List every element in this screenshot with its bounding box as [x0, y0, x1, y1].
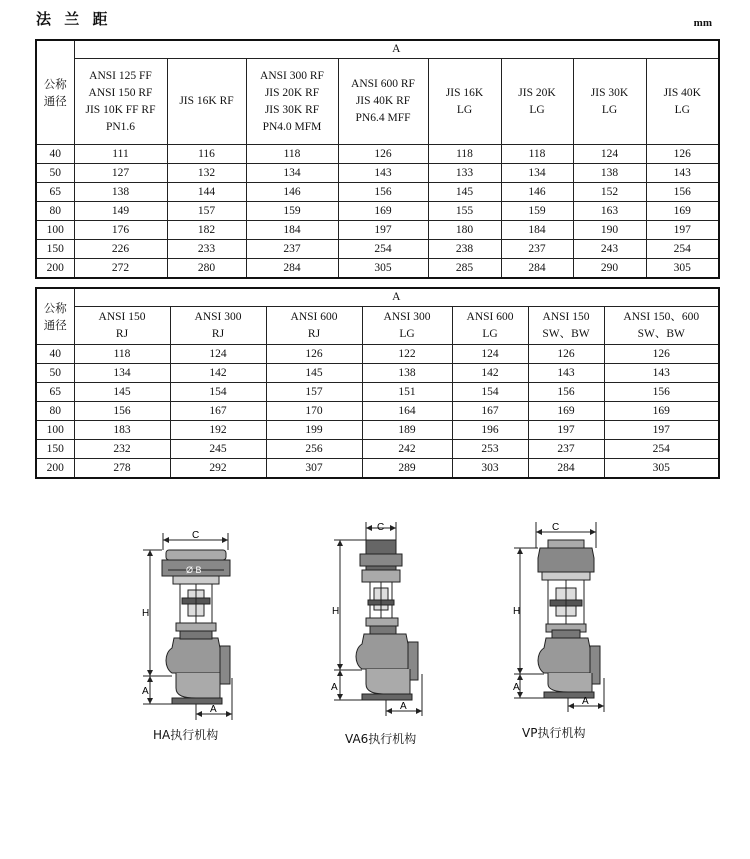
column-header-line: ANSI 600: [466, 310, 514, 323]
column-header-line: LG: [482, 327, 498, 340]
value-cell: 138: [573, 164, 646, 183]
value-cell: 192: [170, 421, 266, 440]
value-cell: 278: [74, 459, 170, 479]
value-cell: 254: [338, 240, 428, 259]
nominal-diameter-cell: 40: [36, 345, 74, 364]
value-cell: 183: [74, 421, 170, 440]
dim-a-vertical-label: A: [513, 682, 520, 693]
value-cell: 197: [604, 421, 719, 440]
nominal-diameter-cell: 200: [36, 459, 74, 479]
value-cell: 133: [428, 164, 501, 183]
value-cell: 237: [501, 240, 573, 259]
dim-c-label: C: [552, 522, 560, 533]
nominal-diameter-header: [36, 40, 74, 145]
value-cell: 154: [170, 383, 266, 402]
value-cell: 156: [646, 183, 719, 202]
dim-a-horizontal-label: A: [400, 701, 407, 712]
value-cell: 124: [573, 145, 646, 164]
value-cell: 237: [528, 440, 604, 459]
flange-distance-table-2: [35, 287, 720, 479]
value-cell: 145: [428, 183, 501, 202]
value-cell: 126: [338, 145, 428, 164]
nominal-diameter-cell: 65: [36, 183, 74, 202]
table-row: [36, 202, 719, 221]
dim-c-label: C: [377, 522, 385, 533]
column-header: [338, 59, 428, 145]
column-header: [167, 59, 246, 145]
value-cell: 127: [74, 164, 167, 183]
value-cell: 184: [246, 221, 338, 240]
nominal-diameter-cell: 150: [36, 440, 74, 459]
dim-a-horizontal-label: A: [582, 696, 589, 707]
value-cell: 305: [604, 459, 719, 479]
nominal-diameter-cell: 80: [36, 402, 74, 421]
value-cell: 118: [428, 145, 501, 164]
column-header: [74, 59, 167, 145]
column-header-line: PN6.4 MFF: [355, 112, 411, 124]
column-header-line: JIS 16K RF: [179, 95, 234, 107]
value-cell: 146: [501, 183, 573, 202]
column-header: [266, 307, 362, 345]
column-header-line: RJ: [307, 327, 321, 340]
column-header-line: JIS 30K: [590, 86, 629, 99]
value-cell: 159: [501, 202, 573, 221]
value-cell: 163: [573, 202, 646, 221]
value-cell: 122: [362, 345, 452, 364]
dim-h-label: H: [332, 606, 340, 617]
table-row: [36, 221, 719, 240]
value-cell: 292: [170, 459, 266, 479]
value-cell: 169: [528, 402, 604, 421]
value-cell: 238: [428, 240, 501, 259]
table-row: [36, 145, 719, 164]
value-cell: 284: [246, 259, 338, 279]
column-header-line: JIS 40K: [663, 86, 701, 99]
nominal-diameter-cell: 200: [36, 259, 74, 279]
column-header-line: ANSI 125 FF: [89, 69, 152, 82]
group-header-a: A: [74, 40, 719, 59]
column-header: [452, 307, 528, 345]
value-cell: 305: [646, 259, 719, 279]
column-header: [501, 59, 573, 145]
table-row: [36, 164, 719, 183]
table-row: [36, 402, 719, 421]
value-cell: 226: [74, 240, 167, 259]
value-cell: 149: [74, 202, 167, 221]
nominal-diameter-cell: 50: [36, 364, 74, 383]
value-cell: 256: [266, 440, 362, 459]
value-cell: 290: [573, 259, 646, 279]
value-cell: 145: [266, 364, 362, 383]
column-header-line: ANSI 300: [194, 310, 242, 323]
value-cell: 124: [170, 345, 266, 364]
nominal-diameter-cell: 100: [36, 421, 74, 440]
value-cell: 196: [452, 421, 528, 440]
value-cell: 164: [362, 402, 452, 421]
column-header-line: SW、BW: [637, 327, 685, 340]
value-cell: 134: [246, 164, 338, 183]
dim-a-horizontal-label: A: [210, 704, 217, 715]
column-header-line: PN4.0 MFM: [262, 120, 322, 133]
dim-h-label: H: [513, 606, 521, 617]
value-cell: 254: [646, 240, 719, 259]
value-cell: 176: [74, 221, 167, 240]
value-cell: 111: [74, 145, 167, 164]
nominal-diameter-cell: 80: [36, 202, 74, 221]
value-cell: 118: [501, 145, 573, 164]
value-cell: 143: [528, 364, 604, 383]
value-cell: 242: [362, 440, 452, 459]
column-header-line: ANSI 150 RF: [88, 86, 153, 99]
value-cell: 305: [338, 259, 428, 279]
column-header-line: JIS 20K RF: [264, 86, 320, 99]
nominal-diameter-line: 公称: [43, 76, 67, 91]
column-header-line: SW、BW: [542, 327, 590, 340]
column-header-line: ANSI 300: [383, 310, 431, 323]
value-cell: 126: [604, 345, 719, 364]
vp-actuator-caption: VP执行机构: [522, 726, 586, 740]
value-cell: 169: [338, 202, 428, 221]
value-cell: 245: [170, 440, 266, 459]
value-cell: 180: [428, 221, 501, 240]
table-row: [36, 459, 719, 479]
column-header-line: LG: [399, 327, 415, 340]
nominal-diameter-cell: 100: [36, 221, 74, 240]
column-header: [170, 307, 266, 345]
column-header-line: JIS 30K RF: [264, 103, 320, 116]
value-cell: 138: [362, 364, 452, 383]
value-cell: 126: [266, 345, 362, 364]
dim-b-label: Ø B: [186, 565, 202, 575]
column-header-line: ANSI 150、600: [623, 310, 700, 323]
value-cell: 197: [528, 421, 604, 440]
value-cell: 280: [167, 259, 246, 279]
value-cell: 197: [646, 221, 719, 240]
dim-c-label: C: [192, 530, 200, 541]
value-cell: 254: [604, 440, 719, 459]
column-header: [646, 59, 719, 145]
column-header-line: LG: [674, 103, 690, 116]
group-header-a: A: [74, 288, 719, 307]
value-cell: 184: [501, 221, 573, 240]
column-header-line: LG: [601, 103, 618, 116]
nominal-diameter-cell: 40: [36, 145, 74, 164]
value-cell: 145: [74, 383, 170, 402]
value-cell: 243: [573, 240, 646, 259]
value-cell: 156: [338, 183, 428, 202]
column-header: [246, 59, 338, 145]
page-title: 法 兰 距: [36, 10, 112, 28]
table-row: [36, 259, 719, 279]
table-row: [36, 240, 719, 259]
value-cell: 284: [501, 259, 573, 279]
dim-a-vertical-label: A: [331, 682, 338, 693]
column-header-line: ANSI 150: [98, 310, 146, 323]
value-cell: 132: [167, 164, 246, 183]
value-cell: 289: [362, 459, 452, 479]
value-cell: 156: [604, 383, 719, 402]
value-cell: 284: [528, 459, 604, 479]
column-header-line: LG: [529, 103, 545, 116]
column-header-line: ANSI 600: [290, 310, 338, 323]
nominal-diameter-cell: 65: [36, 383, 74, 402]
nominal-diameter-line: 公称: [43, 300, 67, 315]
unit-label: mm: [693, 17, 712, 29]
value-cell: 142: [452, 364, 528, 383]
nominal-diameter-header: [36, 288, 74, 345]
value-cell: 232: [74, 440, 170, 459]
value-cell: 152: [573, 183, 646, 202]
column-header: [573, 59, 646, 145]
dim-a-vertical-label: A: [142, 686, 149, 697]
value-cell: 157: [266, 383, 362, 402]
ha-actuator-valve-drawing: [128, 528, 248, 723]
nominal-diameter-cell: 50: [36, 164, 74, 183]
nominal-diameter-line: 通径: [43, 317, 67, 332]
value-cell: 157: [167, 202, 246, 221]
value-cell: 285: [428, 259, 501, 279]
value-cell: 126: [646, 145, 719, 164]
value-cell: 199: [266, 421, 362, 440]
table-row: [36, 421, 719, 440]
value-cell: 138: [74, 183, 167, 202]
value-cell: 116: [167, 145, 246, 164]
column-header: [74, 307, 170, 345]
value-cell: 169: [604, 402, 719, 421]
table-row: [36, 345, 719, 364]
table-row: [36, 440, 719, 459]
value-cell: 124: [452, 345, 528, 364]
table-row: [36, 364, 719, 383]
column-header-line: JIS 16K: [445, 86, 484, 99]
column-header: [528, 307, 604, 345]
column-header-line: ANSI 600 RF: [351, 78, 415, 90]
va6-actuator-caption: VA6执行机构: [345, 732, 417, 746]
value-cell: 143: [338, 164, 428, 183]
value-cell: 146: [246, 183, 338, 202]
flange-distance-table-1: [35, 39, 720, 279]
column-header: [428, 59, 501, 145]
value-cell: 233: [167, 240, 246, 259]
column-header-line: PN1.6: [105, 120, 136, 133]
value-cell: 253: [452, 440, 528, 459]
value-cell: 159: [246, 202, 338, 221]
table-row: [36, 183, 719, 202]
value-cell: 118: [246, 145, 338, 164]
value-cell: 197: [338, 221, 428, 240]
value-cell: 126: [528, 345, 604, 364]
va6-actuator-valve-drawing: [326, 518, 436, 718]
value-cell: 167: [170, 402, 266, 421]
column-header-line: JIS 40K RF: [355, 95, 411, 107]
column-header: [604, 307, 719, 345]
value-cell: 307: [266, 459, 362, 479]
column-header-line: RJ: [115, 327, 129, 340]
value-cell: 189: [362, 421, 452, 440]
column-header-line: ANSI 150: [542, 310, 590, 323]
column-header-line: JIS 10K FF RF: [85, 103, 156, 116]
vp-actuator-valve-drawing: [512, 518, 622, 713]
column-header-line: ANSI 300 RF: [260, 69, 324, 82]
value-cell: 143: [604, 364, 719, 383]
value-cell: 144: [167, 183, 246, 202]
value-cell: 303: [452, 459, 528, 479]
value-cell: 167: [452, 402, 528, 421]
ha-actuator-caption: HA执行机构: [153, 728, 219, 742]
dim-h-label: H: [142, 608, 150, 619]
value-cell: 182: [167, 221, 246, 240]
value-cell: 237: [246, 240, 338, 259]
value-cell: 155: [428, 202, 501, 221]
column-header: [362, 307, 452, 345]
column-header-line: LG: [456, 103, 473, 116]
value-cell: 170: [266, 402, 362, 421]
value-cell: 134: [501, 164, 573, 183]
column-header-line: RJ: [211, 327, 225, 340]
value-cell: 151: [362, 383, 452, 402]
value-cell: 169: [646, 202, 719, 221]
value-cell: 156: [528, 383, 604, 402]
value-cell: 154: [452, 383, 528, 402]
value-cell: 190: [573, 221, 646, 240]
table-row: [36, 383, 719, 402]
nominal-diameter-cell: 150: [36, 240, 74, 259]
column-header-line: JIS 20K: [518, 86, 556, 99]
value-cell: 143: [646, 164, 719, 183]
value-cell: 134: [74, 364, 170, 383]
value-cell: 142: [170, 364, 266, 383]
value-cell: 272: [74, 259, 167, 279]
value-cell: 118: [74, 345, 170, 364]
nominal-diameter-line: 通径: [43, 93, 67, 108]
value-cell: 156: [74, 402, 170, 421]
